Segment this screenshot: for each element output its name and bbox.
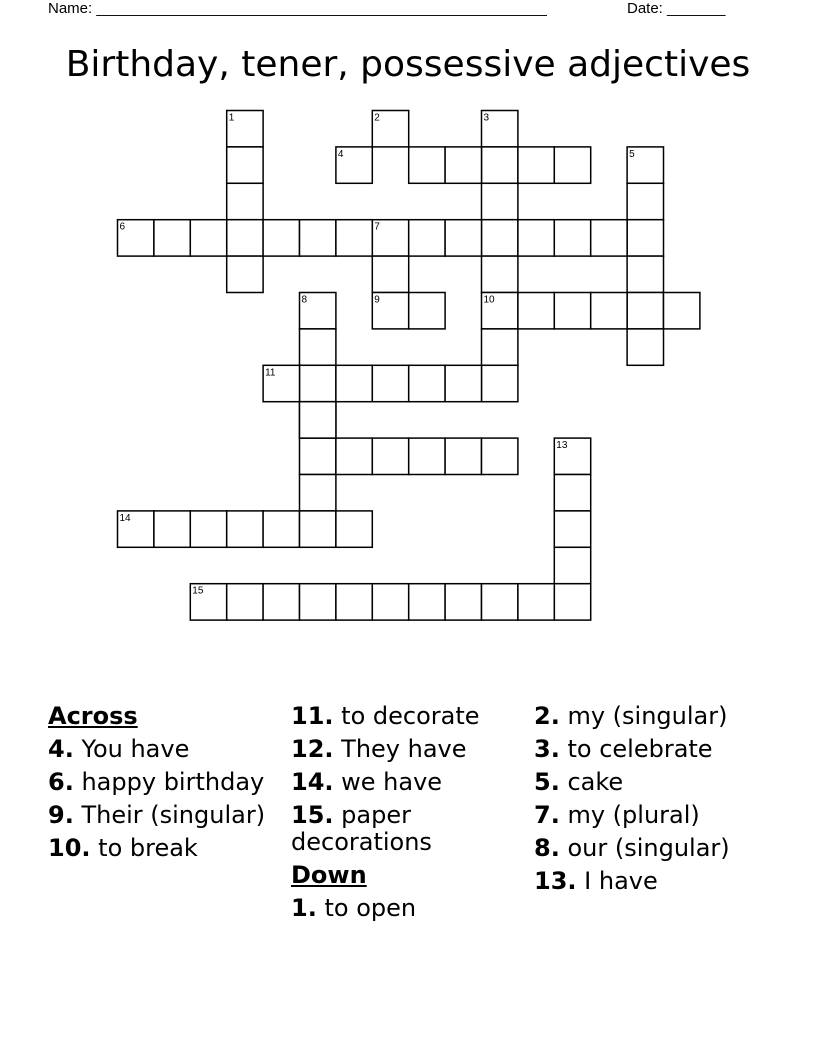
grid-cell[interactable]: [300, 438, 336, 474]
cell-number: 9: [374, 294, 380, 306]
grid-cell[interactable]: [336, 438, 372, 474]
clue-across: [291, 736, 521, 763]
grid-cell[interactable]: [336, 511, 372, 547]
grid-cell[interactable]: [554, 584, 590, 620]
grid-cell[interactable]: [227, 220, 263, 256]
page-title: Birthday, tener, possessive adjectives: [65, 44, 751, 85]
clues-column-2: [291, 703, 521, 928]
across-heading: Across: [48, 702, 138, 730]
clue-text: our (singular): [567, 834, 730, 862]
grid-cell[interactable]: [336, 220, 372, 256]
clue-text: They have: [341, 735, 467, 763]
clue-text: to open: [324, 894, 417, 922]
grid-cell[interactable]: [445, 438, 481, 474]
grid-cell[interactable]: [554, 293, 590, 329]
grid-cell[interactable]: [627, 220, 663, 256]
clue-number: 5.: [534, 768, 560, 796]
grid-cell[interactable]: [627, 147, 663, 183]
grid-cell[interactable]: [190, 220, 226, 256]
clue-number: 13.: [534, 867, 577, 895]
grid-cell[interactable]: [263, 220, 299, 256]
name-field-label: Name: ______________________________________________________: [48, 0, 547, 17]
grid-cell[interactable]: [518, 293, 554, 329]
cell-number: 13: [556, 440, 568, 452]
date-field-label: Date: _______: [627, 0, 726, 17]
grid-cell[interactable]: [554, 511, 590, 547]
cell-number: 5: [629, 148, 635, 160]
grid-cell[interactable]: [627, 293, 663, 329]
grid-cell[interactable]: [627, 256, 663, 292]
grid-cell[interactable]: [227, 256, 263, 292]
grid-cell[interactable]: [518, 220, 554, 256]
clue-down: [534, 835, 774, 862]
clue-across: [291, 769, 521, 796]
clues-column-1: [48, 703, 268, 868]
grid-cell[interactable]: [336, 147, 372, 183]
clue-across: [48, 802, 268, 829]
grid-cell[interactable]: [300, 220, 336, 256]
grid-cell[interactable]: [445, 584, 481, 620]
grid-cell[interactable]: [336, 584, 372, 620]
clue-text: I have: [584, 867, 658, 895]
clue-number: 11.: [291, 702, 334, 730]
grid-cell[interactable]: [482, 365, 518, 401]
grid-cell[interactable]: [518, 584, 554, 620]
grid-cell[interactable]: [554, 438, 590, 474]
grid-cell[interactable]: [300, 329, 336, 365]
clue-down: [534, 703, 774, 730]
clue-down: [291, 895, 521, 922]
grid-cell[interactable]: [409, 293, 445, 329]
grid-cell[interactable]: [482, 329, 518, 365]
grid-cell[interactable]: [118, 220, 154, 256]
cell-number: 11: [265, 367, 276, 379]
clue-text: happy birthday: [81, 768, 265, 796]
clue-number: 3.: [534, 735, 560, 763]
clue-number: 9.: [48, 801, 74, 829]
grid-cell[interactable]: [409, 584, 445, 620]
grid-cell[interactable]: [591, 220, 627, 256]
clue-text: to celebrate: [567, 735, 713, 763]
grid-cell[interactable]: [190, 584, 226, 620]
cell-number: 8: [301, 294, 308, 306]
cell-number: 15: [192, 585, 204, 597]
grid-cell[interactable]: [445, 365, 481, 401]
clue-text: cake: [567, 768, 624, 796]
grid-cell[interactable]: [409, 438, 445, 474]
grid-cell[interactable]: [227, 511, 263, 547]
grid-cell[interactable]: [300, 584, 336, 620]
grid-cell[interactable]: [227, 584, 263, 620]
grid-cell[interactable]: [263, 511, 299, 547]
clue-number: 15.: [291, 801, 334, 829]
cell-number: 4: [337, 148, 344, 160]
grid-cell[interactable]: [227, 111, 263, 147]
clue-across: [48, 835, 268, 862]
grid-cell[interactable]: [482, 147, 518, 183]
cell-number: 10: [483, 294, 495, 306]
clue-across: [48, 736, 268, 763]
clue-number: 4.: [48, 735, 74, 763]
grid-cell[interactable]: [372, 220, 408, 256]
clues-column-3: [534, 703, 774, 901]
grid-cell[interactable]: [300, 402, 336, 438]
grid-cell[interactable]: [518, 147, 554, 183]
grid-cell[interactable]: [554, 220, 590, 256]
clue-across: [48, 769, 268, 796]
clue-across: [291, 703, 521, 730]
clue-across: [291, 802, 521, 856]
down-heading: Down: [291, 861, 367, 889]
cell-number: 3: [483, 112, 490, 124]
grid-cell[interactable]: [336, 365, 372, 401]
cell-number: 1: [228, 112, 235, 124]
grid-cell[interactable]: [482, 293, 518, 329]
clue-down: [534, 868, 774, 895]
grid-cell[interactable]: [482, 584, 518, 620]
clue-number: 12.: [291, 735, 334, 763]
grid-cell[interactable]: [591, 293, 627, 329]
clue-number: 6.: [48, 768, 74, 796]
grid-cell[interactable]: [409, 147, 445, 183]
clue-text: to break: [98, 834, 198, 862]
grid-cell[interactable]: [627, 183, 663, 219]
grid-cell[interactable]: [372, 256, 408, 292]
cell-number: 7: [374, 221, 380, 233]
grid-cell[interactable]: [227, 183, 263, 219]
grid-cell[interactable]: [300, 365, 336, 401]
grid-cell[interactable]: [409, 220, 445, 256]
clue-text: my (singular): [567, 702, 728, 730]
clue-text: Their (singular): [81, 801, 266, 829]
clue-number: 7.: [534, 801, 560, 829]
grid-cell[interactable]: [445, 147, 481, 183]
grid-cell[interactable]: [300, 511, 336, 547]
grid-cell[interactable]: [300, 293, 336, 329]
clue-text: You have: [81, 735, 190, 763]
clue-text: we have: [341, 768, 443, 796]
clue-down: [534, 769, 774, 796]
grid-cell[interactable]: [372, 584, 408, 620]
clue-number: 8.: [534, 834, 560, 862]
grid-cell[interactable]: [482, 256, 518, 292]
grid-cell[interactable]: [482, 220, 518, 256]
grid-cell[interactable]: [372, 111, 408, 147]
grid-cell[interactable]: [627, 329, 663, 365]
grid-cell[interactable]: [482, 438, 518, 474]
grid-cell[interactable]: [300, 475, 336, 511]
clue-text: to decorate: [341, 702, 480, 730]
grid-cell[interactable]: [482, 183, 518, 219]
cell-number: 6: [119, 221, 126, 233]
grid-cell[interactable]: [409, 365, 445, 401]
grid-cell[interactable]: [227, 147, 263, 183]
cell-number: 14: [119, 512, 131, 524]
clue-number: 14.: [291, 768, 334, 796]
clue-down: [534, 802, 774, 829]
grid-cell[interactable]: [372, 365, 408, 401]
grid-cell[interactable]: [554, 475, 590, 511]
clue-number: 2.: [534, 702, 560, 730]
grid-cell[interactable]: [154, 220, 190, 256]
grid-cell[interactable]: [372, 438, 408, 474]
clue-text: paper decorations: [291, 801, 432, 856]
grid-cell[interactable]: [118, 511, 154, 547]
clue-number: 10.: [48, 834, 91, 862]
grid-cell[interactable]: [664, 293, 700, 329]
grid-cell[interactable]: [554, 547, 590, 583]
grid-cell[interactable]: [554, 147, 590, 183]
grid-cell[interactable]: [263, 584, 299, 620]
grid-cell[interactable]: [154, 511, 190, 547]
grid-cell[interactable]: [263, 365, 299, 401]
cell-number: 2: [374, 112, 380, 124]
grid-cell[interactable]: [445, 220, 481, 256]
grid-cell[interactable]: [372, 293, 408, 329]
grid-cell[interactable]: [482, 111, 518, 147]
clue-down: [534, 736, 774, 763]
grid-cell[interactable]: [190, 511, 226, 547]
clue-number: 1.: [291, 894, 317, 922]
clue-text: my (plural): [567, 801, 700, 829]
